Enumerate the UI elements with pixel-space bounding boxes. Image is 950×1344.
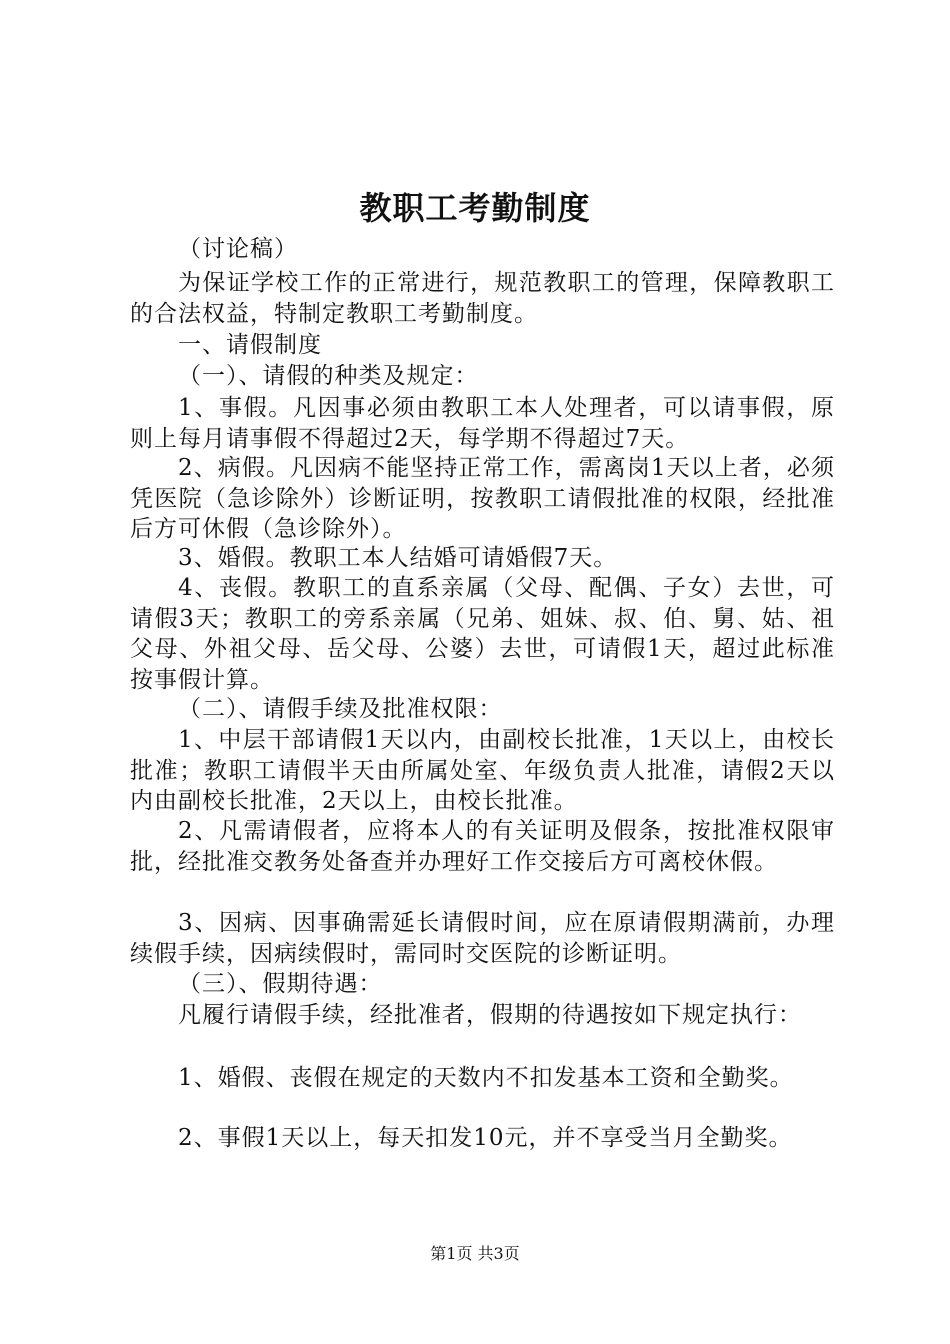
paragraph-benefit-personal: 2、事假1天以上，每天扣发10元，并不享受当月全勤奖。 [178,1125,793,1151]
paragraph-benefits-intro: 凡履行请假手续，经批准者，假期的待遇按如下规定执行： [178,1002,802,1028]
heading-leave-procedures: （二）、请假手续及批准权限： [178,696,503,722]
paragraph-sick-leave: 2、病假。凡因病不能坚持正常工作，需离岗1天以上者，必须凭医院（急诊除外）诊断证明，按教职工请假批准的权限，经批准后方可休假（急诊除外）。 [130,455,835,542]
paragraph-draft-note: （讨论稿） [178,236,298,262]
heading-leave-system: 一、请假制度 [178,332,322,358]
paragraph-leave-request: 2、凡需请假者，应将本人的有关证明及假条，按批准权限审批，经批准交教务处备查并办理好工作交接后方可离校休假。 [130,818,835,875]
heading-leave-types: （一）、请假的种类及规定： [178,363,479,389]
paragraph-approval-authority: 1、中层干部请假1天以内，由副校长批准，1天以上，由校长批准；教职工请假半天由所属处室、年级负责人批准，请假2天以内由副校长批准，2天以上，由校长批准。 [130,727,835,814]
paragraph-bereavement-leave: 4、丧假。教职工的直系亲属（父母、配偶、子女）去世，可请假3天；教职工的旁系亲属（兄弟、姐妹、叔、伯、舅、姑、祖父母、外祖父母、岳父母、公婆）去世，可请假1天，超过此标准按事假计算。 [130,575,835,693]
document-title: 教职工考勤制度 [359,189,591,227]
paragraph-intro: 为保证学校工作的正常进行，规范教职工的管理，保障教职工的合法权益，特制定教职工考勤制度。 [130,270,835,327]
heading-leave-benefits: （三）、假期待遇： [178,971,383,997]
paragraph-personal-leave: 1、事假。凡因事必须由教职工本人处理者，可以请事假，原则上每月请事假不得超过2天，每学期不得超过7天。 [130,395,835,452]
paragraph-leave-extension: 3、因病、因事确需延长请假时间，应在原请假期满前，办理续假手续，因病续假时，需同时交医院的诊断证明。 [130,910,835,967]
paragraph-marriage-leave: 3、婚假。教职工本人结婚可请婚假7天。 [178,545,618,571]
paragraph-benefit-marriage: 1、婚假、丧假在规定的天数内不扣发基本工资和全勤奖。 [178,1065,794,1091]
page-footer: 第1页 共3页 [430,1244,520,1263]
